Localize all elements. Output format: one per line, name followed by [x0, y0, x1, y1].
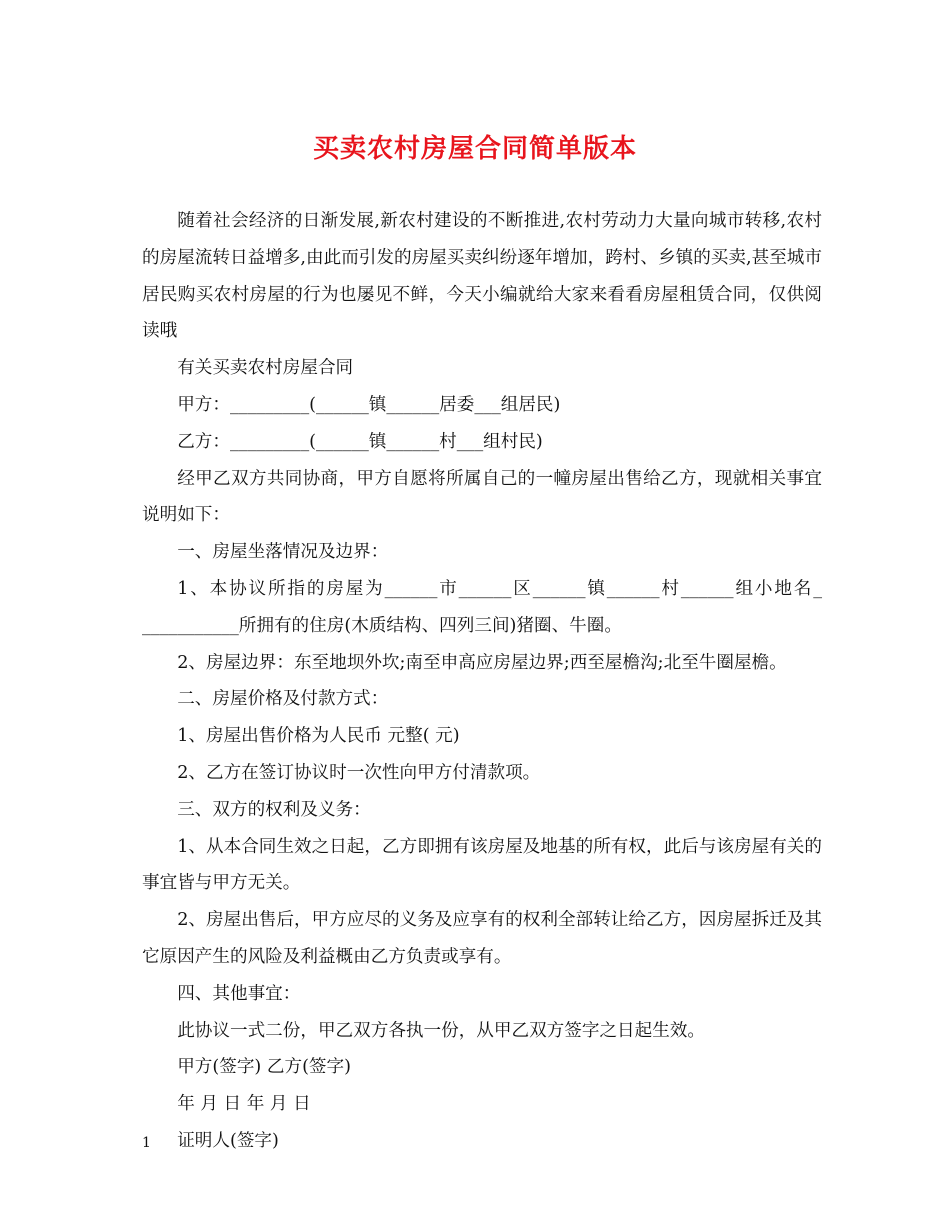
document-paragraph: 三、双方的权利及义务：: [177, 799, 371, 820]
document-paragraph: 甲方：_________(______镇______居委___组居民): [177, 394, 561, 415]
document-paragraph: 随着社会经济的日渐发展,新农村建设的不断推进,农村劳动力大量向城市转移,农村的房屋流转日益增多,由此而引发的房屋买卖纠纷逐年增加，跨村、乡镇的买卖,甚至城市居民购买农村房屋的行为也屡见不鲜，今天小编就给大家来看看房屋租赁合同，仅供阅读哦: [142, 211, 822, 342]
document-paragraph: 有关买卖农村房屋合同: [177, 358, 354, 379]
document-paragraph: 四、其他事宜：: [177, 983, 301, 1004]
document-paragraph: 一、房屋坐落情况及边界：: [177, 542, 389, 563]
document-paragraph: 此协议一式二份，甲乙双方各执一份，从甲乙双方签字之日起生效。: [177, 1020, 706, 1041]
document-paragraph: 经甲乙双方共同协商，甲方自愿将所属自己的一幢房屋出售给乙方，现就相关事宜说明如下：: [142, 468, 822, 526]
document-paragraph: 2、房屋边界：东至地坝外坎;南至申高应房屋边界;西至屋檐沟;北至牛圈屋檐。: [177, 652, 787, 673]
document-paragraph: 年 月 日 年 月 日: [177, 1094, 311, 1115]
document-paragraph: 甲方(签字) 乙方(签字): [177, 1057, 351, 1078]
document-paragraph: 2、乙方在签订协议时一次性向甲方付清款项。: [177, 762, 541, 783]
document-paragraph: 1、从本合同生效之日起，乙方即拥有该房屋及地基的所有权，此后与该房屋有关的事宜皆与甲方无关。: [142, 836, 822, 894]
document-title: 买卖农村房屋合同简单版本: [312, 134, 637, 164]
document-paragraph: 1、房屋出售价格为人民币 元整( 元): [177, 726, 460, 747]
document-paragraph: 证明人(签字): [177, 1130, 279, 1151]
document-paragraph: 乙方：_________(______镇______村___组村民): [177, 431, 543, 452]
document-paragraph: 1、本协议所指的房屋为______市______区______镇______村______组小地名_ ___________所拥有的住房(木质结构、四列三间)猪圈、牛圈。: [142, 578, 828, 636]
page-number: 1: [142, 1135, 151, 1151]
document-paragraph: 2、房屋出售后，甲方应尽的义务及应享有的权利全部转让给乙方，因房屋拆迁及其它原因产生的风险及利益概由乙方负责或享有。: [142, 910, 822, 967]
document-paragraph: 二、房屋价格及付款方式：: [177, 689, 389, 710]
document-body: [142, 203, 828, 1160]
